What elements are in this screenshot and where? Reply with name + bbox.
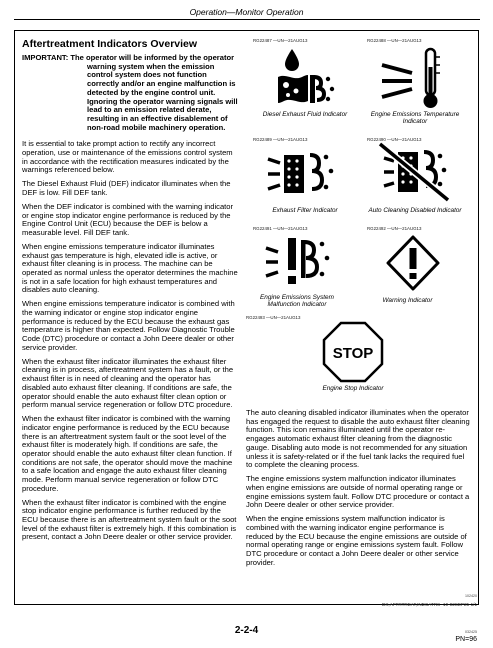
figure-id: RG22487 —UN—21AUG13 [253,38,308,43]
figure-id: RG22490 —UN—21AUG13 [367,137,422,142]
important-label: IMPORTANT: [22,53,69,62]
pn-number: PN=96 [455,636,477,643]
icon-caption: Engine Emissions System Malfunction Indicator [260,294,334,309]
paragraph: When engine emissions temperature indicator is combined with the warning indicator or engine stop indicator engine performance is reduced by the ECU because the exhaust gas temperature is higher than expected. Follow Diagnostic Trouble Code (DTC) procedure or contact a John Deere dealer or other service provider. [22,299,235,352]
stop-text: STOP [332,345,374,362]
figure-id: RG22493 —UN—21AUG13 [246,315,301,320]
left-column [22,38,238,547]
exhaust-filter-icon [266,147,340,201]
paragraph: The Diesel Exhaust Fluid (DEF) indicator illuminates when the DEF is low. Fill DEF tank. [22,179,231,198]
icon-caption: Engine Stop Indicator [322,385,384,392]
figure-id: RG22491 —UN—21AUG13 [253,226,308,231]
paragraph: When engine emissions temperature indicator illuminates exhaust gas temperature is high, elevated idle is active, or exhaust filter cleaning is in process. The machine can be operated as normal unless the operator determines the machine is not in a safe location for high exhaust temperatures and disables auto cleaning. [22,241,238,295]
paragraph: The engine emissions system malfunction indicator illuminates when engine emissions are outside of normal operating range or engine emissions system fault. Follow DTC procedure or contact a John Deere dealer or other service provider. [246,474,470,510]
icon-caption: Diesel Exhaust Fluid Indicator [262,111,348,118]
paragraph: When the engine emissions system malfunction indicator is combined with the warning indicator engine performance is reduced by the ECU because the engine emissions are outside of normal operating range or engine emissions system fault. Follow DTC procedure or contact a John Deere dealer or other service provider. [246,514,467,567]
page-number: 2-2-4 [234,625,259,636]
paragraph: When the exhaust filter indicator is combined with the warning indicator engine performance is reduced by the ECU because there is an aftertreatment system fault or the soot level of the exhaust filter is moderately high. If conditions are safe, the operator should enable the auto exhaust filter clean function. If conditions are not safe, the operator should move the machine to a safe location and engage the auto exhaust filter cleaning mode. Perform manual service regeneration or follow DTC procedure. [22,414,233,493]
paragraph: When the DEF indicator is combined with the warning indicator or engine stop indicator engine performance is reduced by the Engine Control Unit (ECU) because the DEF is below a measurable level. Fill DEF tank. [22,201,234,238]
paragraph: When the exhaust filter indicator illuminates the exhaust filter cleaning is in process, aftertreatment system has a fault, or the exhaust filter is in need of cleaning and the operator has disabled auto exhaust filter cleaning. If conditions are safe, the operator should enable the auto exhaust filter clean option or perform manual service regeneration or follow DTC procedure. [22,356,234,410]
figure-id: RG22492 —UN—21AUG13 [367,226,422,231]
document-reference: DX,AFTRTREAT,INDCATRS -19-02SEP25-1/1 [382,602,477,607]
paragraph: When the exhaust filter indicator is combined with the engine stop indicator engine performance is further reduced by the ECU because there is an aftertreatment system fault or the soot level of the exhaust filter is extremely high. If this combination is present, contact a John Deere dealer or other service provider. [22,497,237,542]
malfunction-icon [264,236,340,288]
stop-icon [322,321,384,383]
pn-code: 032425 [465,630,477,634]
paragraph: The auto cleaning disabled indicator illuminates when the operator has engaged the request to disable the auto exhaust filter cleaning function. This icon remains illuminated until the operator re-engages automatic exhaust filter cleaning from the diagnostic gauge. Disabling auto mode is not recommended for any situation unless it is safety-related or if the fuel tank lacks the required fuel to complete the cleaning process. [246,408,470,470]
right-column [246,409,472,573]
pn-label [455,628,477,644]
temperature-icon [378,45,448,111]
important-notice [22,54,238,132]
warning-icon [385,234,441,292]
paragraph: It is essential to take prompt action to rectify any incorrect operation, use or maintenance of the emissions control system in accordance with the rectification measures indicated by the warnings referenced below. [22,139,233,175]
def-icon [268,47,344,109]
footer-code: 102420 [465,594,477,598]
icon-caption: Warning Indicator [382,297,433,304]
auto-clean-disabled-icon [376,142,452,204]
figure-id: RG22489 —UN—21AUG13 [253,137,308,142]
header-divider [14,19,480,20]
icon-caption: Auto Cleaning Disabled Indicator [368,207,462,214]
icon-caption: Engine Emissions Temperature Indicator [370,111,460,126]
section-title: Aftertreatment Indicators Overview [22,38,198,50]
icon-caption: Exhaust Filter Indicator [272,207,338,214]
important-text: The operator will be informed by the operator warning system when the emission control system does not function correctly and/or an engine malfunction is detected by the engine control unit. Ignoring the operator warning signals will lead to an emission related derate, resulting in an effective disablement of non-road mobile machinery operation. [70,53,238,132]
page-header: Operation—Monitor Operation [189,7,304,17]
figure-id: RG22488 —UN—21AUG13 [367,38,422,43]
